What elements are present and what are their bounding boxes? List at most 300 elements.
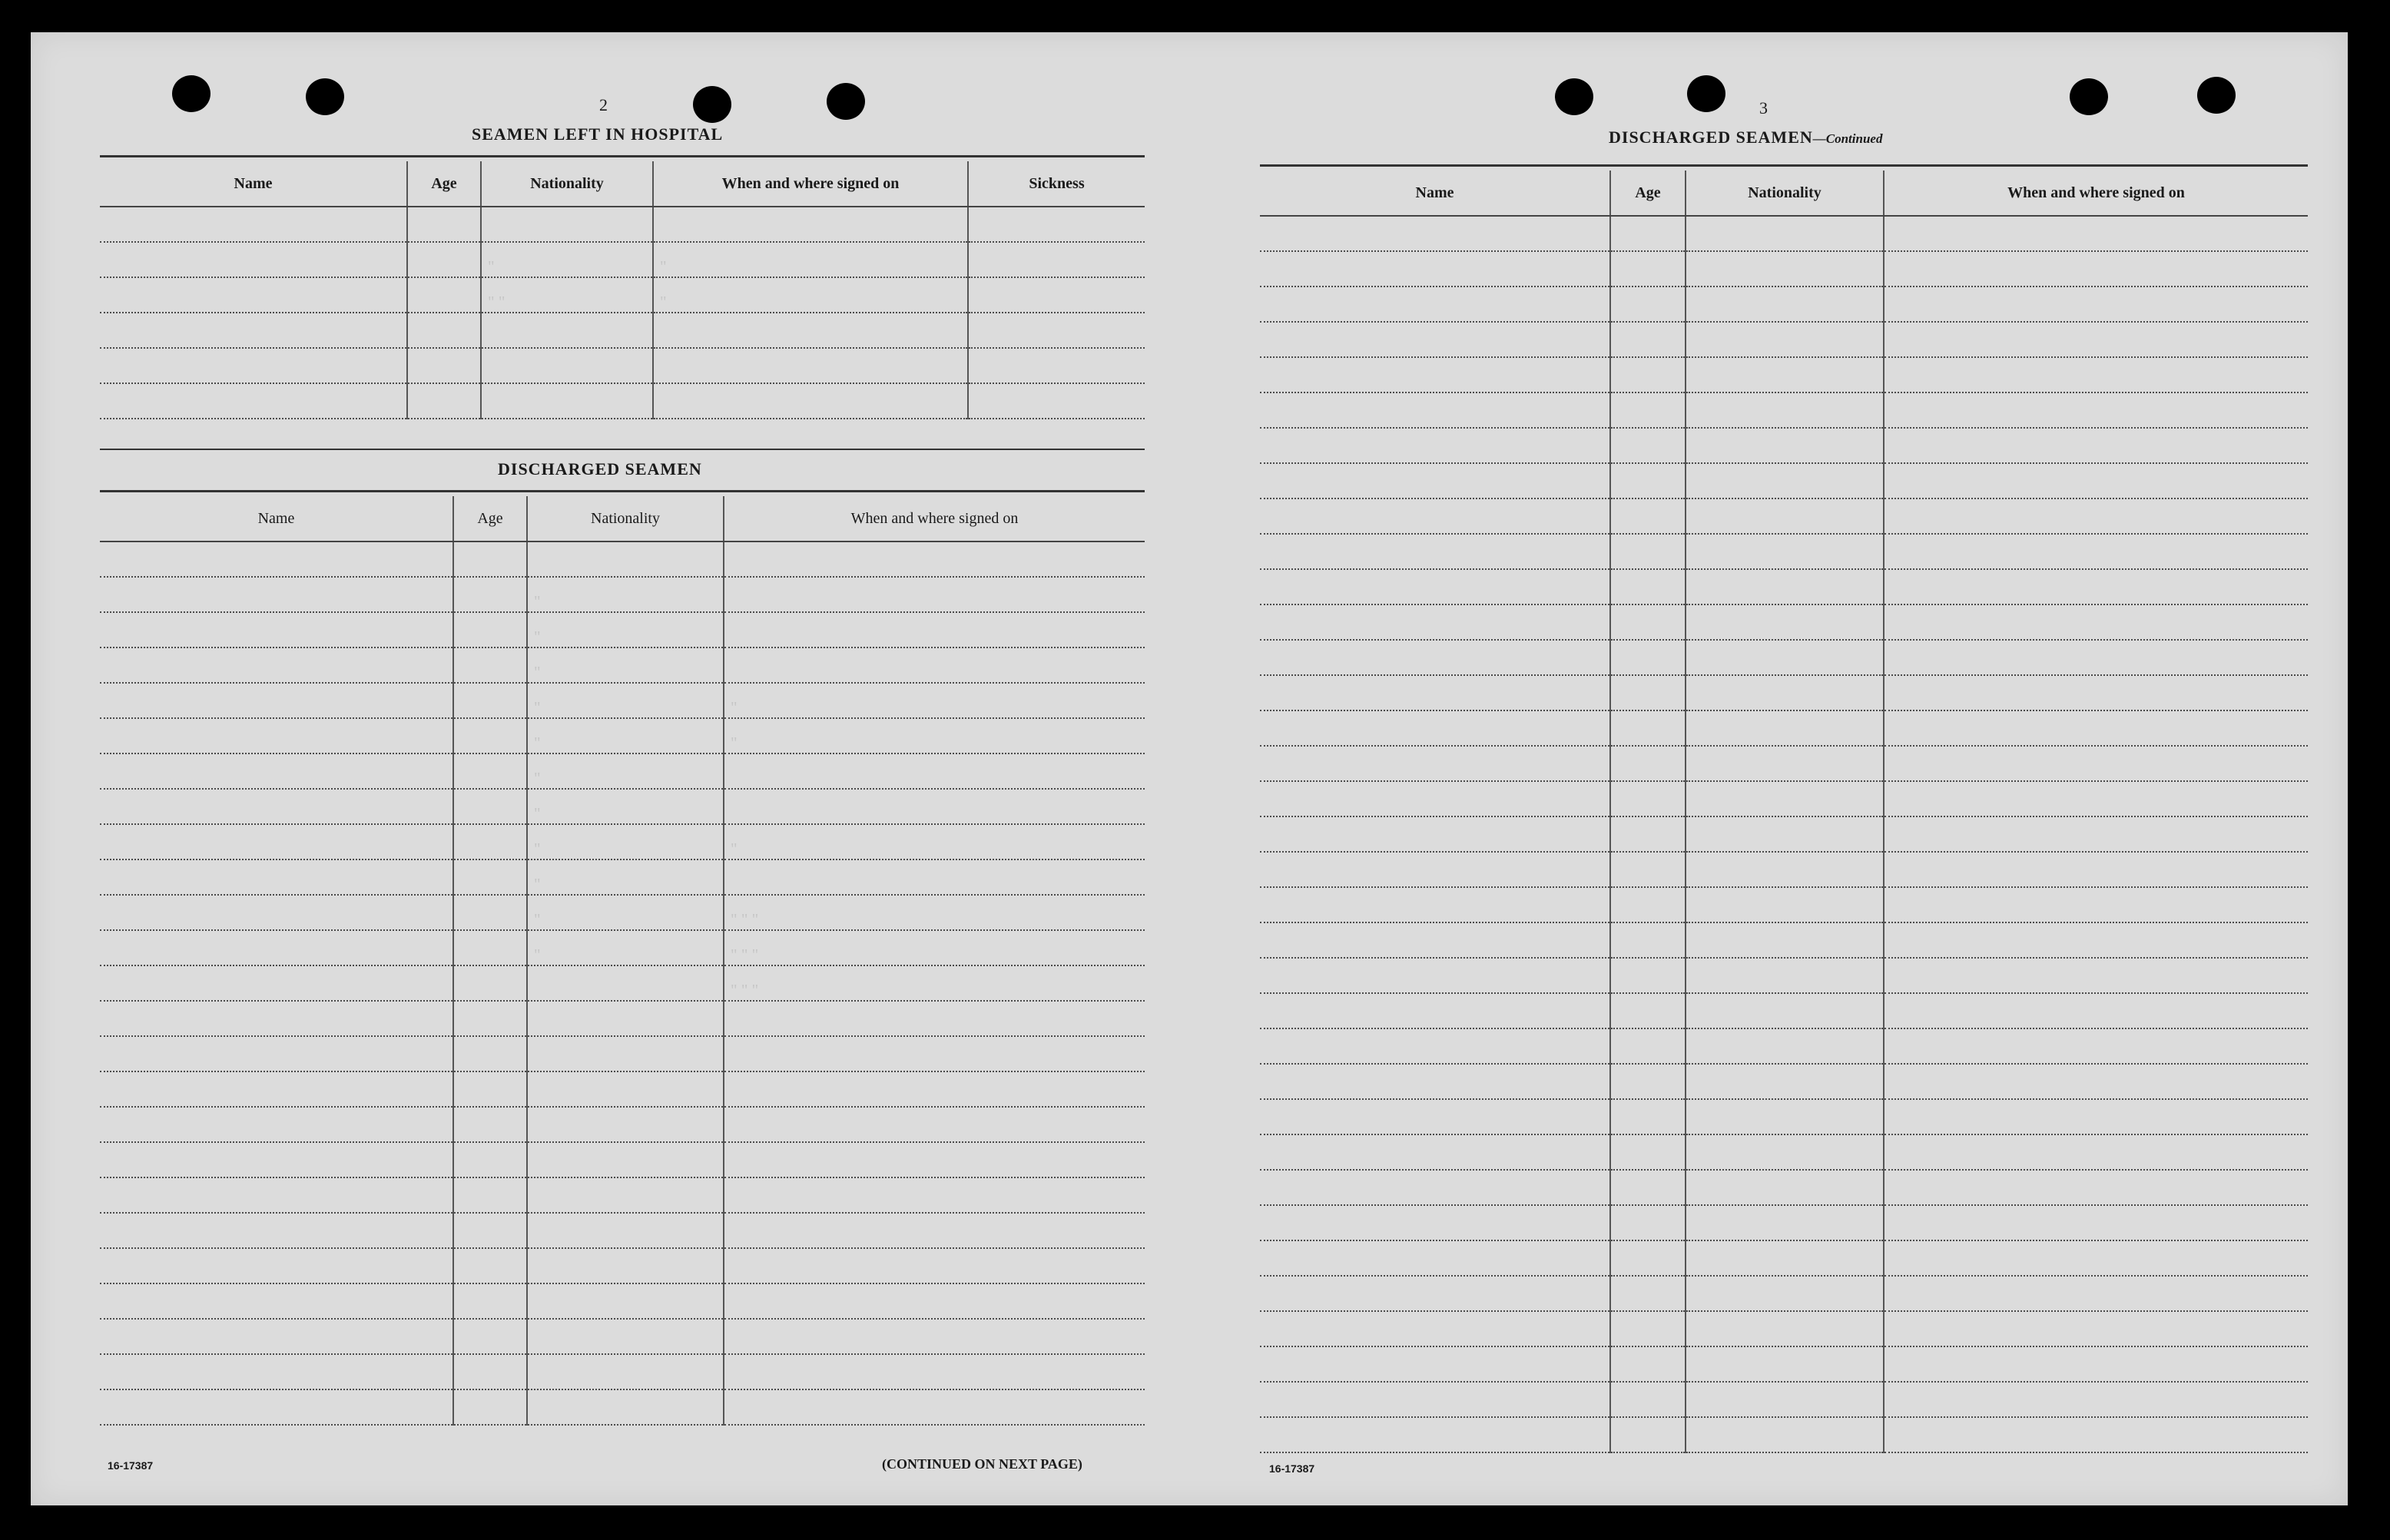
- table-row: [100, 1213, 1145, 1248]
- table-cell: [1610, 498, 1686, 534]
- table-cell: [1884, 958, 2308, 993]
- table-cell: [100, 859, 453, 895]
- table-row: [100, 753, 1145, 789]
- discharged-col-nationality: Nationality: [527, 496, 724, 541]
- punch-hole-icon: [306, 78, 344, 115]
- table-cell: [1884, 392, 2308, 428]
- page-number-left: 2: [599, 95, 608, 114]
- table-cell: [724, 1248, 1145, 1283]
- table-cell: [527, 1036, 724, 1071]
- table-cell: [968, 313, 1145, 348]
- table-row: [1260, 604, 2308, 640]
- table-cell: [724, 1389, 1145, 1425]
- table-cell: ": [527, 683, 724, 718]
- table-cell: [1260, 1205, 1610, 1240]
- table-cell: [1260, 710, 1610, 746]
- table-cell: [453, 753, 527, 789]
- table-cell: [1884, 922, 2308, 958]
- table-cell: [453, 1036, 527, 1071]
- table-cell: [527, 1001, 724, 1036]
- table-cell: [407, 242, 481, 277]
- table-cell: [1884, 1382, 2308, 1417]
- table-row: [1260, 675, 2308, 710]
- table-row: [1260, 1099, 2308, 1134]
- table-cell: [100, 541, 453, 577]
- table-cell: [100, 313, 407, 348]
- table-cell: [453, 930, 527, 965]
- table-cell: [1884, 251, 2308, 286]
- table-cell: [100, 1354, 453, 1389]
- table-cell: [1260, 463, 1610, 498]
- table-row: [1260, 251, 2308, 286]
- table-cell: [1260, 640, 1610, 675]
- table-row: [1260, 640, 2308, 675]
- table-row: [100, 1071, 1145, 1107]
- table-cell: [1686, 1382, 1884, 1417]
- discharged-col-signed-on: When and where signed on: [724, 496, 1145, 541]
- table-cell: [1260, 216, 1610, 251]
- table-cell: [1260, 993, 1610, 1028]
- table-row: [1260, 958, 2308, 993]
- table-cell: [1610, 1170, 1686, 1205]
- table-cell: [100, 930, 453, 965]
- table-cell: [481, 348, 653, 383]
- discharged-top-rule-1: [100, 449, 1145, 450]
- table-cell: [1686, 922, 1884, 958]
- table-cell: [1260, 852, 1610, 887]
- table-cell: [1686, 1099, 1884, 1134]
- table-row: [100, 313, 1145, 348]
- table-cell: [453, 1071, 527, 1107]
- table-cell: [407, 277, 481, 313]
- table-cell: [1686, 357, 1884, 392]
- table-cell: ": [527, 789, 724, 824]
- form-number-right: 16-17387: [1269, 1462, 1315, 1475]
- table-cell: ": [724, 824, 1145, 859]
- table-cell: [1686, 1134, 1884, 1170]
- continued-note: (CONTINUED ON NEXT PAGE): [882, 1456, 1082, 1472]
- table-cell: [1260, 1311, 1610, 1346]
- table-cell: [1260, 1170, 1610, 1205]
- table-cell: [527, 1213, 724, 1248]
- table-cell: [1610, 958, 1686, 993]
- table-cell: [100, 207, 407, 242]
- table-cell: [1884, 1099, 2308, 1134]
- table-cell: [407, 383, 481, 419]
- table-row: [100, 895, 1145, 930]
- table-cell: [1610, 1276, 1686, 1311]
- table-row: [1260, 216, 2308, 251]
- table-cell: [100, 277, 407, 313]
- table-cell: [527, 1071, 724, 1107]
- discharged-col-name: Name: [100, 496, 453, 541]
- table-cell: [527, 1389, 724, 1425]
- table-cell: [724, 753, 1145, 789]
- table-row: [1260, 1346, 2308, 1382]
- table-cell: [481, 383, 653, 419]
- table-cell: [1686, 286, 1884, 322]
- table-cell: [453, 541, 527, 577]
- table-cell: [1610, 816, 1686, 852]
- table-cell: [1610, 1205, 1686, 1240]
- table-cell: [1686, 1276, 1884, 1311]
- table-cell: [1610, 357, 1686, 392]
- table-cell: ": [653, 277, 968, 313]
- table-cell: [1610, 781, 1686, 816]
- form-number-left: 16-17387: [108, 1459, 154, 1472]
- table-row: [1260, 322, 2308, 357]
- table-row: [1260, 534, 2308, 569]
- table-row: [1260, 357, 2308, 392]
- table-cell: [453, 1283, 527, 1319]
- table-cell: [1686, 534, 1884, 569]
- table-cell: [1610, 675, 1686, 710]
- table-cell: [1260, 1276, 1610, 1311]
- table-cell: [1610, 1099, 1686, 1134]
- table-cell: [527, 1319, 724, 1354]
- table-cell: [100, 1001, 453, 1036]
- table-cell: [1884, 286, 2308, 322]
- table-cell: [453, 1213, 527, 1248]
- table-cell: [527, 1107, 724, 1142]
- table-row: [1260, 1382, 2308, 1417]
- table-cell: [1884, 1417, 2308, 1452]
- table-cell: [1686, 604, 1884, 640]
- table-cell: [1260, 322, 1610, 357]
- table-cell: [527, 541, 724, 577]
- table-cell: [724, 789, 1145, 824]
- punch-hole-icon: [827, 83, 865, 120]
- table-row: [100, 541, 1145, 577]
- table-cell: ": [481, 242, 653, 277]
- table-cell: [407, 207, 481, 242]
- table-cell: [653, 348, 968, 383]
- table-cell: ": [527, 753, 724, 789]
- table-cell: [453, 683, 527, 718]
- table-cell: [724, 647, 1145, 683]
- table-cell: [1884, 1134, 2308, 1170]
- table-row: [100, 718, 1145, 753]
- table-cell: ": [724, 683, 1145, 718]
- table-row: [100, 965, 1145, 1001]
- table-cell: [724, 1036, 1145, 1071]
- table-cell: [453, 965, 527, 1001]
- table-cell: [407, 313, 481, 348]
- table-cell: [1260, 1382, 1610, 1417]
- table-cell: [1686, 392, 1884, 428]
- table-cell: [453, 1319, 527, 1354]
- table-cell: [968, 383, 1145, 419]
- table-row: [100, 277, 1145, 313]
- hospital-col-name: Name: [100, 161, 407, 207]
- table-row: [100, 1107, 1145, 1142]
- table-cell: [1260, 251, 1610, 286]
- table-row: [1260, 1134, 2308, 1170]
- table-cell: [1884, 816, 2308, 852]
- table-cell: [1610, 463, 1686, 498]
- table-cell: [1610, 428, 1686, 463]
- table-cell: [1610, 569, 1686, 604]
- table-cell: [1884, 357, 2308, 392]
- table-cell: [968, 277, 1145, 313]
- table-row: [1260, 1240, 2308, 1276]
- continued-suffix: —Continued: [1812, 131, 1883, 146]
- table-cell: [1686, 1064, 1884, 1099]
- table-cell: [1610, 392, 1686, 428]
- table-cell: [1884, 428, 2308, 463]
- table-cell: [1610, 251, 1686, 286]
- table-cell: [453, 1142, 527, 1177]
- table-cell: [1884, 534, 2308, 569]
- table-cell: [1884, 1205, 2308, 1240]
- table-row: [1260, 1064, 2308, 1099]
- table-cell: [1610, 1134, 1686, 1170]
- table-cell: " " ": [724, 930, 1145, 965]
- table-cell: [1884, 710, 2308, 746]
- table-cell: [1260, 1240, 1610, 1276]
- table-row: [1260, 1028, 2308, 1064]
- table-cell: [1260, 922, 1610, 958]
- table-cell: [1260, 604, 1610, 640]
- table-cell: [1610, 887, 1686, 922]
- table-cell: [1686, 710, 1884, 746]
- table-cell: [1686, 1311, 1884, 1346]
- table-cell: [1884, 604, 2308, 640]
- table-cell: [1884, 463, 2308, 498]
- table-row: [1260, 569, 2308, 604]
- table-cell: [100, 242, 407, 277]
- table-cell: [100, 1036, 453, 1071]
- table-cell: [1686, 251, 1884, 286]
- table-cell: [1884, 216, 2308, 251]
- table-cell: [100, 383, 407, 419]
- discharged-continued-table: [1260, 171, 2308, 1453]
- table-cell: [1260, 958, 1610, 993]
- table-row: [100, 647, 1145, 683]
- table-cell: [653, 207, 968, 242]
- table-cell: ": [527, 895, 724, 930]
- table-cell: [1884, 640, 2308, 675]
- table-cell: [968, 207, 1145, 242]
- table-row: [1260, 852, 2308, 887]
- table-cell: [1884, 1064, 2308, 1099]
- table-row: [1260, 1170, 2308, 1205]
- punch-hole-icon: [1555, 78, 1593, 115]
- table-cell: [724, 1142, 1145, 1177]
- table-cell: [1610, 993, 1686, 1028]
- table-cell: ": [724, 718, 1145, 753]
- table-cell: [453, 1248, 527, 1283]
- table-cell: [100, 753, 453, 789]
- table-cell: [100, 965, 453, 1001]
- table-cell: [1260, 781, 1610, 816]
- table-cell: " " ": [724, 895, 1145, 930]
- discharged-table: [100, 496, 1145, 1426]
- table-cell: ": [527, 647, 724, 683]
- table-cell: [724, 577, 1145, 612]
- table-cell: [724, 1213, 1145, 1248]
- table-cell: ": [527, 930, 724, 965]
- table-cell: [1686, 816, 1884, 852]
- table-cell: [724, 1283, 1145, 1319]
- table-cell: [100, 647, 453, 683]
- table-cell: [1884, 322, 2308, 357]
- punch-hole-icon: [2070, 78, 2108, 115]
- table-cell: [1260, 392, 1610, 428]
- table-cell: [527, 1248, 724, 1283]
- table-row: [100, 1001, 1145, 1036]
- right-top-rule: [1260, 164, 2308, 167]
- table-cell: [1260, 887, 1610, 922]
- table-cell: [1884, 1311, 2308, 1346]
- table-cell: [1884, 887, 2308, 922]
- right-col-nationality: Nationality: [1686, 171, 1884, 216]
- table-cell: [1686, 1346, 1884, 1382]
- table-cell: [1260, 1028, 1610, 1064]
- table-cell: [968, 348, 1145, 383]
- table-cell: [1884, 1346, 2308, 1382]
- table-cell: [1686, 746, 1884, 781]
- table-cell: [724, 612, 1145, 647]
- table-cell: [1260, 1134, 1610, 1170]
- table-cell: [1686, 887, 1884, 922]
- table-row: [1260, 710, 2308, 746]
- table-cell: [653, 383, 968, 419]
- table-row: [100, 789, 1145, 824]
- table-cell: [1686, 781, 1884, 816]
- discharged-continued-title: [1609, 128, 1882, 147]
- discharged-top-rule-2: [100, 490, 1145, 492]
- table-row: [100, 1248, 1145, 1283]
- table-cell: [724, 1354, 1145, 1389]
- table-cell: [1686, 216, 1884, 251]
- table-cell: [1260, 1417, 1610, 1452]
- table-cell: [1610, 852, 1686, 887]
- table-row: [1260, 887, 2308, 922]
- table-cell: [527, 1142, 724, 1177]
- table-cell: [100, 1213, 453, 1248]
- table-row: [1260, 922, 2308, 958]
- table-row: [100, 1177, 1145, 1213]
- table-cell: [1884, 993, 2308, 1028]
- table-cell: [1610, 746, 1686, 781]
- discharged-col-age: Age: [453, 496, 527, 541]
- table-cell: " " ": [724, 965, 1145, 1001]
- table-cell: [100, 348, 407, 383]
- table-row: [1260, 463, 2308, 498]
- table-cell: [1686, 675, 1884, 710]
- table-cell: [1610, 922, 1686, 958]
- table-row: [1260, 993, 2308, 1028]
- hospital-col-sickness: Sickness: [968, 161, 1145, 207]
- punch-hole-icon: [693, 86, 731, 123]
- table-cell: [1610, 1064, 1686, 1099]
- table-cell: ": [653, 242, 968, 277]
- table-cell: [1260, 746, 1610, 781]
- table-cell: [527, 965, 724, 1001]
- table-cell: [453, 1177, 527, 1213]
- table-cell: [724, 1319, 1145, 1354]
- table-row: [100, 348, 1145, 383]
- table-cell: [1884, 852, 2308, 887]
- table-row: [1260, 816, 2308, 852]
- table-cell: [1884, 1240, 2308, 1276]
- table-row: [100, 1319, 1145, 1354]
- table-cell: [100, 789, 453, 824]
- table-cell: [453, 612, 527, 647]
- table-cell: [1884, 498, 2308, 534]
- table-cell: [1686, 1240, 1884, 1276]
- hospital-section-title: SEAMEN LEFT IN HOSPITAL: [472, 124, 724, 144]
- table-cell: [100, 683, 453, 718]
- table-cell: [1610, 640, 1686, 675]
- table-cell: [1610, 1311, 1686, 1346]
- punch-hole-icon: [1687, 75, 1725, 112]
- table-cell: [1260, 286, 1610, 322]
- table-cell: [527, 1283, 724, 1319]
- table-cell: [1260, 357, 1610, 392]
- table-cell: [453, 647, 527, 683]
- table-cell: [1884, 781, 2308, 816]
- hospital-top-rule: [100, 155, 1145, 157]
- table-cell: [100, 895, 453, 930]
- table-cell: [1686, 1205, 1884, 1240]
- table-row: [1260, 1311, 2308, 1346]
- punch-hole-icon: [2197, 77, 2236, 114]
- table-cell: [1610, 534, 1686, 569]
- table-cell: " ": [481, 277, 653, 313]
- page-number-right: 3: [1759, 98, 1768, 118]
- table-cell: [1686, 569, 1884, 604]
- table-cell: [724, 541, 1145, 577]
- right-col-name: Name: [1260, 171, 1610, 216]
- table-row: [100, 859, 1145, 895]
- table-cell: [1686, 1170, 1884, 1205]
- table-cell: ": [527, 824, 724, 859]
- table-cell: [527, 1354, 724, 1389]
- table-cell: ": [527, 612, 724, 647]
- table-cell: [1610, 1382, 1686, 1417]
- table-cell: [453, 718, 527, 753]
- table-cell: [1686, 993, 1884, 1028]
- right-col-signed-on: When and where signed on: [1884, 171, 2308, 216]
- hospital-col-signed-on: When and where signed on: [653, 161, 968, 207]
- table-cell: [100, 1071, 453, 1107]
- table-cell: [100, 1319, 453, 1354]
- table-row: [100, 1283, 1145, 1319]
- table-cell: [1260, 675, 1610, 710]
- table-cell: [724, 859, 1145, 895]
- table-row: [100, 612, 1145, 647]
- table-row: [100, 1036, 1145, 1071]
- table-cell: [100, 1107, 453, 1142]
- hospital-col-age: Age: [407, 161, 481, 207]
- table-cell: [1260, 1099, 1610, 1134]
- table-cell: [1686, 498, 1884, 534]
- table-cell: ": [527, 859, 724, 895]
- table-cell: [1884, 569, 2308, 604]
- right-col-age: Age: [1610, 171, 1686, 216]
- table-cell: [481, 207, 653, 242]
- table-cell: [1260, 569, 1610, 604]
- table-cell: [100, 718, 453, 753]
- table-row: [1260, 781, 2308, 816]
- table-cell: [968, 242, 1145, 277]
- table-cell: [1610, 604, 1686, 640]
- table-cell: [100, 1142, 453, 1177]
- table-cell: [453, 824, 527, 859]
- table-row: [100, 577, 1145, 612]
